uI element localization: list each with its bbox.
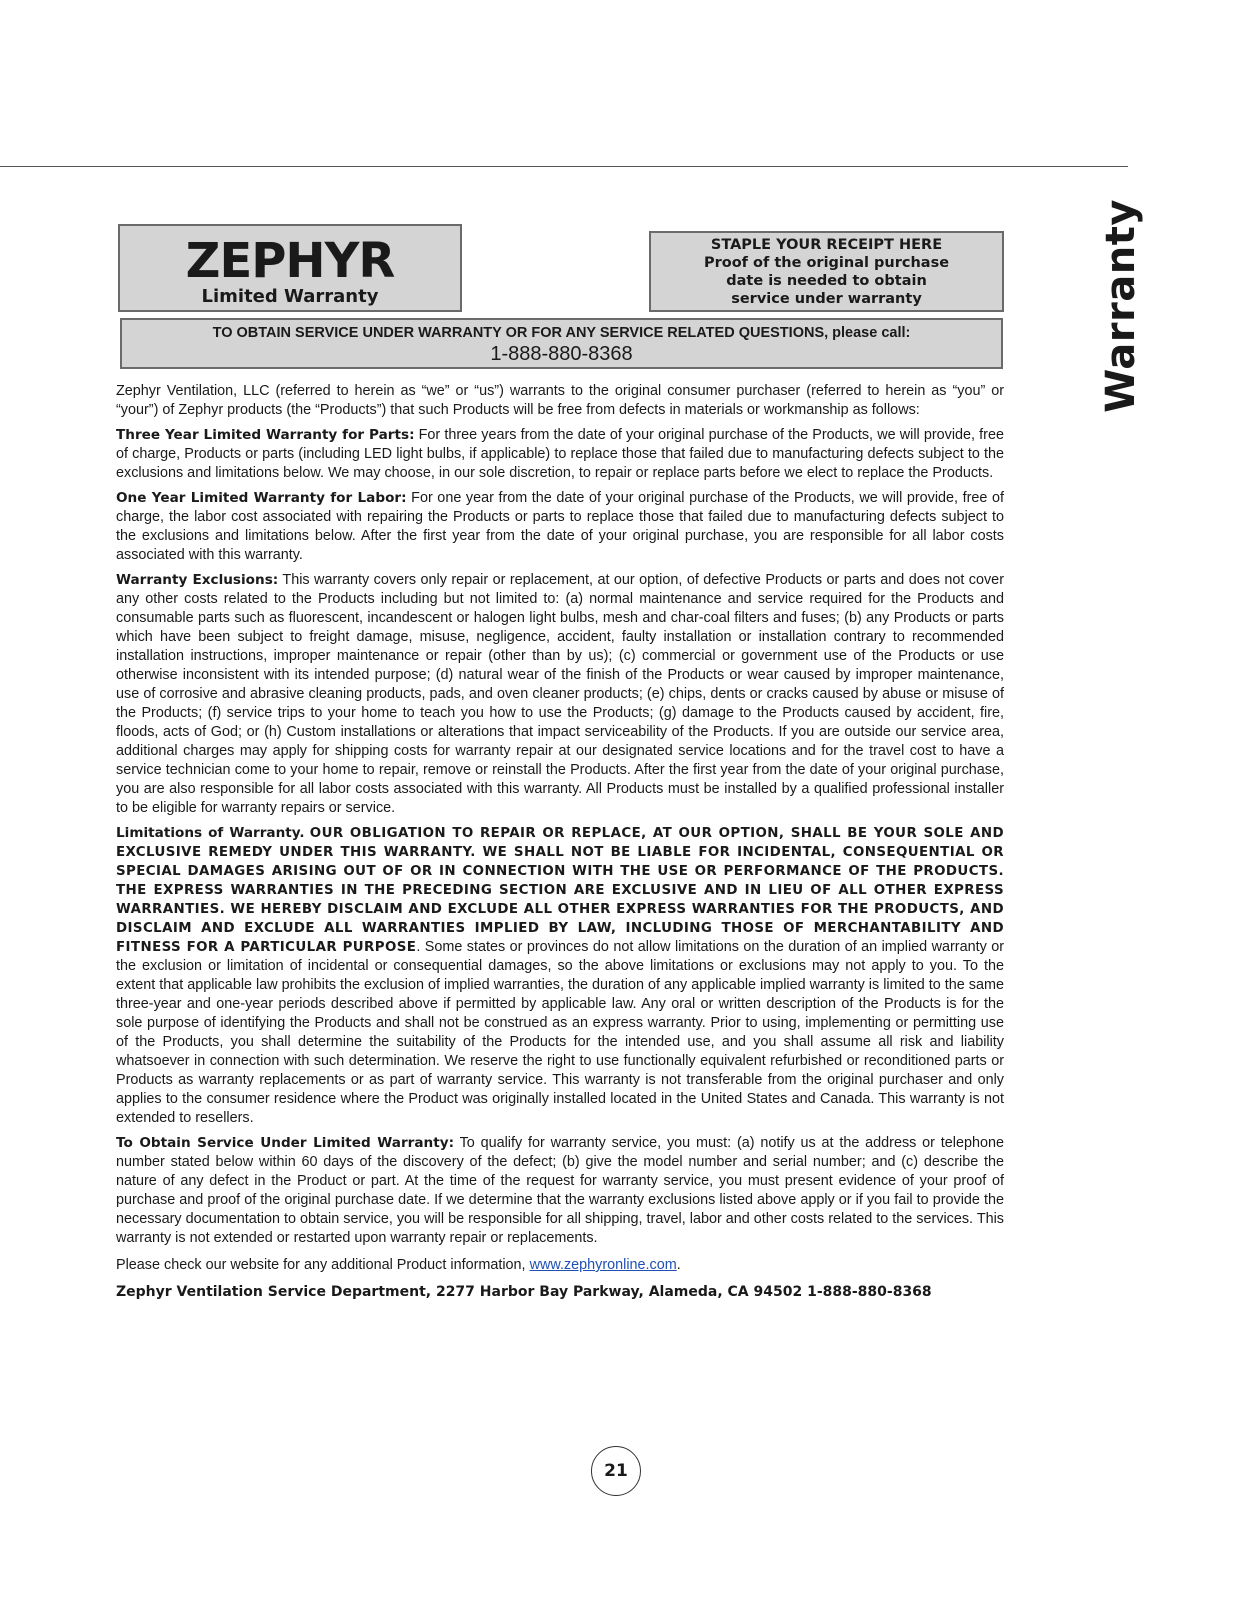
parts-warranty-text: For three years from the date of your original purchase of the Products, we will provide, free of charge, Products or parts (including LED light bulbs, if applicable) to replace those that failed due to manufacturing defects subject to the exclusions and limitations below. We may choose, in our sole discretion, to repair or replace parts before we elect to replace the Products. — [116, 427, 1004, 481]
logo-subtitle: Limited Warranty — [201, 286, 379, 307]
obtain-service-heading: To Obtain Service Under Limited Warranty: — [116, 1135, 455, 1151]
parts-warranty-heading: Three Year Limited Warranty for Parts: — [116, 427, 415, 443]
website-text: Please check our website for any additional Product information, — [116, 1257, 530, 1273]
receipt-line: Proof of the original purchase — [703, 255, 950, 271]
exclusions-text: This warranty covers only repair or replacement, at our option, of defective Products or parts and does not cover any other costs related to the Products including but not limited to: (a) normal maintenance and service required for the Products and consumable parts such as fluorescent, incandescent or halogen light bulbs, mesh and char-coal filters and fuses; (b) any Products or parts which have been subject to freight damage, misuse, negligence, accident, faulty installation or installation contrary to recommended installation instructions, improper maintenance or repair (other than by us); (c) commercial or government use of the Products or use otherwise inconsistent with its intended purpose; (d) natural wear of the finish of the Products or wear caused by improper maintenance, use of corrosive and abrasive cleaning products, pads, and oven cleaner products; (e) chips, dents or cracks caused by abuse or misuse of the Products; (f) service trips to your home to teach you how to use the Products; (g) damage to the Products caused by accident, fire, floods, acts of God; or (h) Custom installations or alterations that impact serviceability of the Products. If you are outside our service area, additional charges may apply for shipping costs for warranty repair at our designated service locations and for the travel cost to have a service technician come to your home to repair, remove or reinstall the Products. After the first year from the date of your original purchase, you are also responsible for all labor costs associated with this warranty. All Products must be installed by a qualified professional installer to be eligible for warranty repairs or service. — [116, 572, 1004, 816]
service-phone-number: 1-888-880-8368 — [490, 343, 633, 365]
website-link[interactable]: www.zephyronline.com — [529, 1257, 677, 1273]
labor-warranty-paragraph — [116, 489, 1004, 565]
limitations-caps-text: OUR OBLIGATION TO REPAIR OR REPLACE, AT OUR OPTION, SHALL BE YOUR SOLE AND EXCLUSIVE REMEDY UNDER THIS WARRANTY. WE SHALL NOT BE LIABLE FOR INCIDENTAL, CONSEQUENTIAL OR SPECIAL DAMAGES ARISING OUT OF OR IN CONNECTION WITH THE USE OR PERFORMANCE OF THE PRODUCTS. THE EXPRESS WARRANTIES IN THE PRECEDING SECTION ARE EXCLUSIVE AND IN LIEU OF ALL OTHER EXPRESS WARRANTIES. WE HEREBY DISCLAIM AND EXCLUDE ALL OTHER EXPRESS WARRANTIES FOR THE PRODUCTS, AND DISCLAIM AND EXCLUDE ALL WARRANTIES IMPLIED BY LAW, INCLUDING THOSE OF MERCHANTABILITY AND FITNESS FOR A PARTICULAR PURPOSE — [116, 826, 1004, 955]
parts-warranty-paragraph — [116, 426, 1004, 483]
labor-warranty-heading: One Year Limited Warranty for Labor: — [116, 490, 407, 506]
exclusions-heading: Warranty Exclusions: — [116, 572, 279, 588]
zephyr-logo-box — [118, 224, 462, 312]
website-end: . — [676, 1257, 681, 1273]
obtain-service-text: To qualify for warranty service, you must: (a) notify us at the address or telephone number stated below within 60 days of the discovery of the defect; (b) give the model number and serial number; and (c) describe the nature of any defect in the Product or part. At the time of the request for warranty service, you must present evidence of your proof of purchase and proof of the original purchase date. If we determine that the warranty exclusions listed above apply or if you fail to provide the necessary documentation to obtain service, you will be responsible for all shipping, travel, labor and other costs related to the services. This warranty is not extended or restarted upon warranty repair or replacements. — [116, 1135, 1004, 1246]
warranty-body — [116, 382, 1004, 1308]
labor-warranty-text: For one year from the date of your original purchase of the Products, we will provide, free of charge, the labor cost associated with repairing the Products or parts to replace those that failed due to manufacturing defects subject to the exclusions and limitations below. After the first year from the date of your original purchase, you are responsible for all labor costs associated with this warranty. — [116, 490, 1004, 563]
limitations-heading: Limitations of Warranty. — [116, 825, 305, 841]
staple-receipt-box — [649, 231, 1004, 312]
receipt-line: service under warranty — [731, 291, 922, 307]
zephyr-logo: ZEPHYR — [185, 233, 395, 289]
obtain-service-paragraph — [116, 1134, 1004, 1248]
receipt-line: STAPLE YOUR RECEIPT HERE — [710, 237, 943, 253]
service-call-box — [120, 318, 1003, 369]
website-paragraph — [116, 1256, 1004, 1275]
service-address: Zephyr Ventilation Service Department, 2277 Harbor Bay Parkway, Alameda, CA 94502 1-888-880-8368 — [116, 1284, 932, 1300]
section-side-tab — [1098, 199, 1144, 413]
receipt-line: date is needed to obtain — [726, 273, 927, 289]
page-number: 21 — [591, 1446, 641, 1496]
intro-paragraph: Zephyr Ventilation, LLC (referred to herein as “we” or “us”) warrants to the original consumer purchaser (referred to herein as “you” or “your”) of Zephyr products (the “Products”) that such Products will be free from defects in materials or workmanship as follows: — [116, 383, 1004, 418]
limitations-text: . Some states or provinces do not allow limitations on the duration of an implied warranty or the exclusion or limitation of incidental or consequential damages, so the above limitations or exclusions may not apply to you. To the extent that applicable law prohibits the exclusion of implied warranties, the duration of any applicable implied warranty is limited to the same three-year and one-year periods described above if permitted by applicable law. Any oral or written description of the Products is for the sole purpose of identifying the Products and shall not be construed as an express warranty. Prior to using, implementing or permitting use of the Products, you shall determine the suitability of the Products for the intended use, and you shall assume all risk and liability whatsoever in connection with such determination. We reserve the right to use functionally equivalent refurbished or reconditioned parts or Products as warranty replacements or as part of warranty service. This warranty is not transferable from the original purchaser and only applies to the consumer residence where the Product was originally installed located in the United States and Canada. This warranty is not extended to resellers. — [116, 939, 1004, 1126]
service-call-text: TO OBTAIN SERVICE UNDER WARRANTY OR FOR ANY SERVICE RELATED QUESTIONS, please call: — [212, 325, 911, 341]
side-tab-label: Warranty — [1098, 199, 1144, 413]
exclusions-paragraph — [116, 571, 1004, 818]
top-rule — [0, 166, 1128, 167]
limitations-paragraph — [116, 824, 1004, 1128]
